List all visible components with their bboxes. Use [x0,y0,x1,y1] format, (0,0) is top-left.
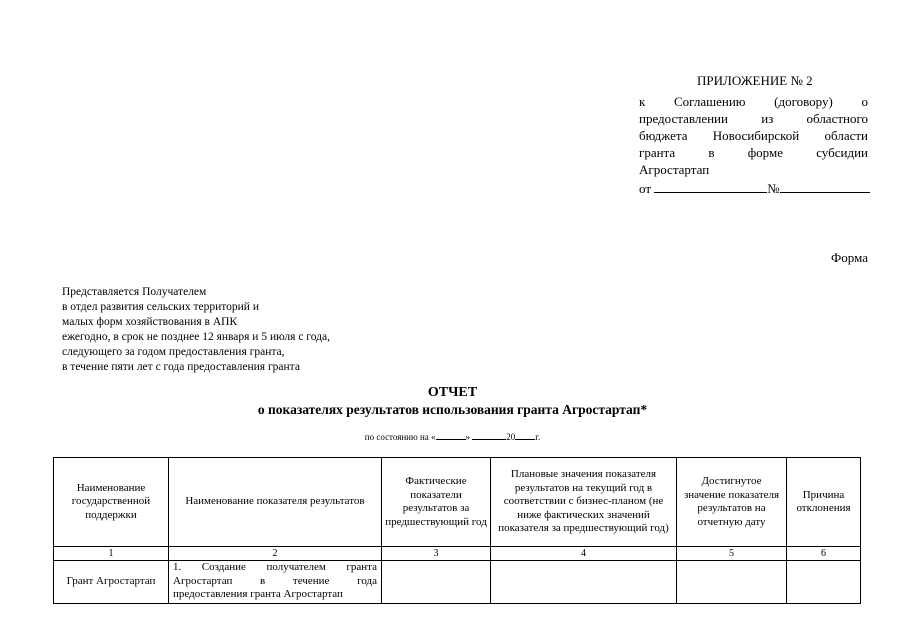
table-row [54,561,861,604]
report-title: ОТЧЕТ [427,385,478,400]
instruction-line: ежегодно, в срок не позднее 12 января и 5 июля с года, [62,331,330,343]
actual-previous-cell[interactable] [382,561,491,604]
table-header-row [54,458,861,547]
date-blank [654,181,767,193]
instruction-line: Представляется Получателем [62,286,207,298]
indicator-name-cell [169,561,382,604]
number-label: № [767,181,780,196]
from-label: от [639,181,652,196]
indicator-line: 1. Создание получателем гранта [173,561,377,573]
column-number: 6 [787,547,861,561]
column-number: 5 [677,547,787,561]
header-cell: Плановые значения показателя результатов на текущий год в соответствии с бизнес-планом (не ниже фактических значений показателя за предшествующий год) [491,458,677,547]
asof-mid: » [465,432,471,442]
achieved-value-cell[interactable] [677,561,787,604]
column-number: 1 [54,547,169,561]
asof-suffix: г. [535,432,541,442]
appendix-line: Агростартап [639,162,710,177]
appendix-title: ПРИЛОЖЕНИЕ № 2 [697,73,813,88]
form-label: Форма [831,250,868,265]
report-subtitle: о показателях результатов использования гранта Агростартап* [257,402,648,417]
month-blank [472,431,506,440]
column-number: 3 [382,547,491,561]
submission-instructions [62,285,330,375]
header-cell: Причина отклонения [787,458,861,547]
as-of-date-line [0,431,905,442]
column-number: 2 [169,547,382,561]
results-table [53,457,861,604]
planned-value-cell[interactable] [491,561,677,604]
asof-year: 20 [506,432,516,442]
appendix-line: к Соглашению (договору) о [639,94,868,109]
header-cell: Наименование показателя результатов [169,458,382,547]
instruction-line: малых форм хозяйствования в АПК [62,316,238,328]
header-cell: Наименование государственной поддержки [54,458,169,547]
instruction-line: следующего за годом предоставления гранта, [62,346,285,358]
agreement-date-number-line [639,181,868,197]
appendix-text [639,93,868,178]
instruction-line: в течение пяти лет с года предоставления гранта [62,361,300,373]
column-number-row [54,547,861,561]
instruction-line: в отдел развития сельских территорий и [62,301,259,313]
number-blank [780,181,870,193]
header-cell: Достигнутое значение показателя результатов на отчетную дату [677,458,787,547]
deviation-reason-cell[interactable] [787,561,861,604]
appendix-line: бюджета Новосибирской области [639,128,868,143]
support-name-cell: Грант Агростартап [54,561,169,604]
year-blank [515,431,535,440]
asof-prefix: по состоянию на « [364,432,436,442]
header-cell: Фактические показатели результатов за предшествующий год [382,458,491,547]
appendix-line: предоставлении из областного [639,111,868,126]
indicator-line: Агростартап в течение года [173,574,377,587]
column-number: 4 [491,547,677,561]
indicator-line: предоставления гранта Агростартап [173,588,343,600]
day-blank [436,431,466,440]
appendix-line: гранта в форме субсидии [639,145,868,160]
